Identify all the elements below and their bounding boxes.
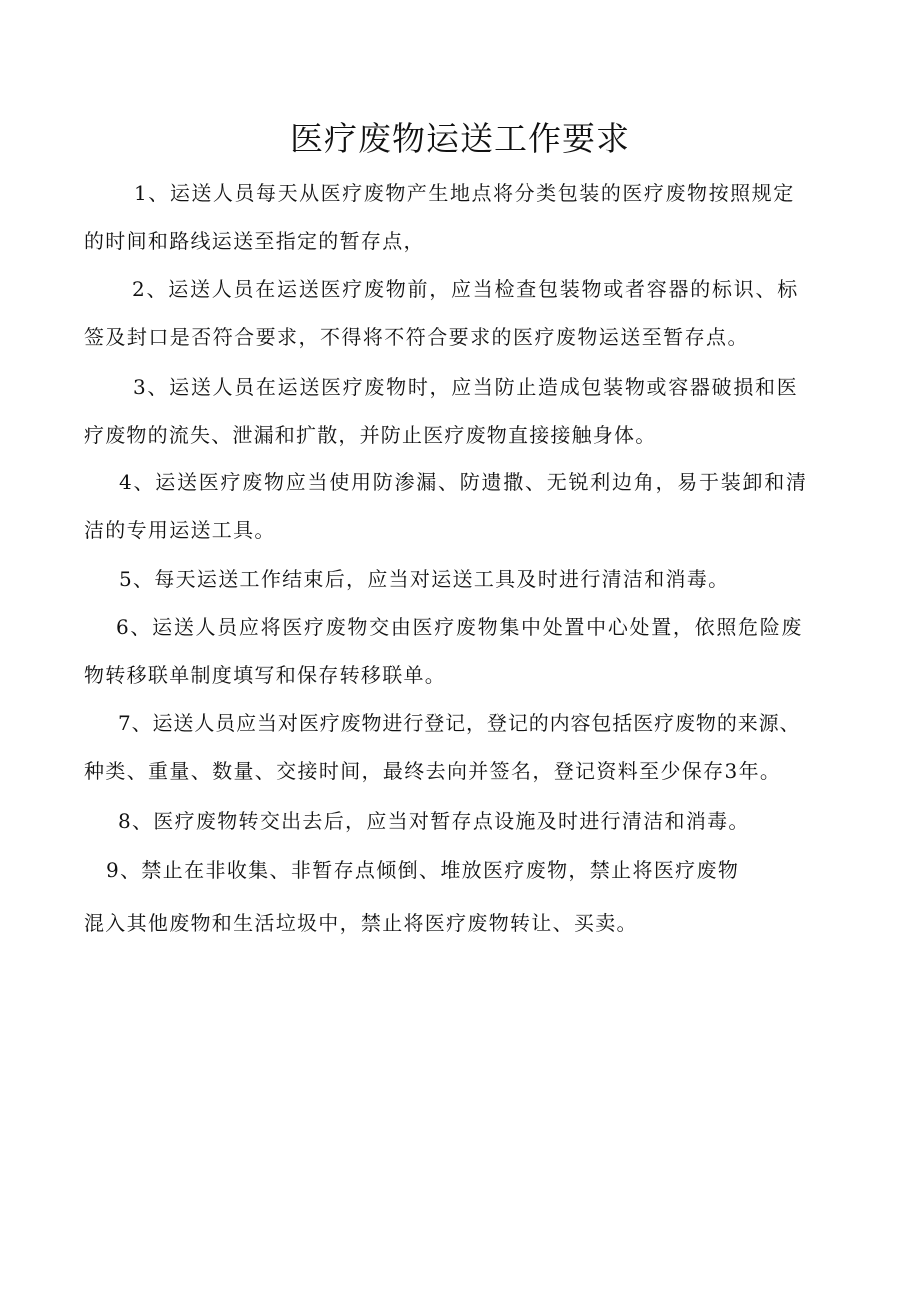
page-title: 医疗废物运送工作要求 — [290, 119, 630, 158]
rule-6-line-1: 6、运送人员应将医疗废物交由医疗废物集中处置中心处置，依照危险废 — [116, 615, 804, 639]
rule-4-line-2: 洁的专用运送工具。 — [84, 518, 276, 542]
rule-9-line-1: 9、禁止在非收集、非暂存点倾倒、堆放医疗废物，禁止将医疗废物 — [106, 858, 740, 882]
rule-9-line-2: 混入其他废物和生活垃圾中，禁止将医疗废物转让、买卖。 — [84, 911, 638, 935]
rule-3-line-1: 3、运送人员在运送医疗废物时，应当防止造成包装物或容器破损和医 — [133, 375, 799, 399]
rule-2-line-1: 2、运送人员在运送医疗废物前，应当检查包装物或者容器的标识、标 — [132, 277, 799, 301]
rule-7-line-2: 种类、重量、数量、交接时间，最终去向并签名，登记资料至少保存3年。 — [84, 759, 782, 783]
rule-1-line-1: 1、运送人员每天从医疗废物产生地点将分类包装的医疗废物按照规定 — [134, 181, 795, 205]
rule-6-line-2: 物转移联单制度填写和保存转移联单。 — [84, 663, 447, 687]
rule-3-line-2: 疗废物的流失、泄漏和扩散，并防止医疗废物直接接触身体。 — [84, 423, 657, 447]
rule-5-line-1: 5、每天运送工作结束后，应当对运送工具及时进行清洁和消毒。 — [119, 567, 730, 591]
rule-7-line-1: 7、运送人员应当对医疗废物进行登记，登记的内容包括医疗废物的来源、 — [118, 711, 801, 735]
rule-8-line-1: 8、医疗废物转交出去后，应当对暂存点设施及时进行清洁和消毒。 — [118, 809, 750, 833]
rule-2-line-2: 签及封口是否符合要求，不得将不符合要求的医疗废物运送至暂存点。 — [84, 325, 749, 349]
rule-1-line-2: 的时间和路线运送至指定的暂存点， — [84, 229, 425, 253]
rule-4-line-1: 4、运送医疗废物应当使用防渗漏、防遗撒、无锐利边角，易于装卸和清 — [119, 470, 808, 494]
